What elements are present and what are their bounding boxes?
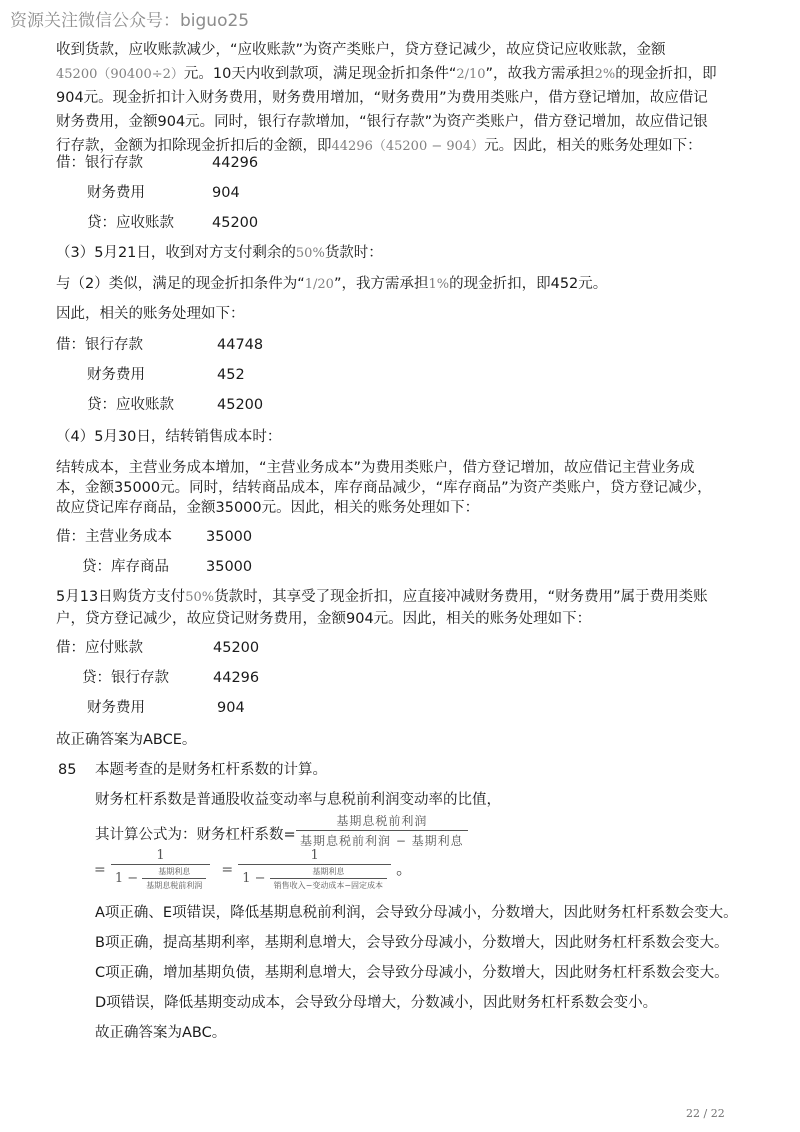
journal-entry-amount: 44296: [213, 670, 260, 686]
one-minus: 1 −: [114, 871, 139, 886]
text-span: 行存款，金额为扣除现金折扣后的金额，即: [56, 138, 332, 154]
math-expression: 2%: [594, 67, 616, 82]
text-span: 元。因此，相关的账务处理如下：: [484, 138, 702, 154]
answer-line: 故正确答案为ABC。: [95, 1025, 227, 1041]
text-span: 的现金折扣，即452元。: [449, 276, 608, 292]
paragraph-line: 904元。现金折扣计入财务费用，财务费用增加，“财务费用”为费用类账户，借方登记增加，故应借记: [56, 90, 708, 106]
paragraph-line: 本，金额35000元。同时，结转商品成本，库存商品减少，“库存商品”为资产类账户，贷方登记减少，: [56, 480, 712, 496]
paragraph-line: 收到货款，应收账款减少，“应收账款”为资产类账户，贷方登记减少，故应贷记应收账款，金额: [56, 42, 666, 58]
text-span: 与（2）类似，满足的现金折扣条件为“: [56, 276, 305, 292]
fraction-denominator: 基期息税前利润: [146, 881, 203, 890]
fraction-denominator: 基期息税前利润 − 基期利息: [300, 834, 464, 848]
math-expression: 1/20: [304, 277, 334, 292]
section-heading: （4）5月30日，结转销售成本时：: [56, 429, 282, 445]
period: 。: [396, 859, 413, 878]
journal-entry-label: 借：应付账款: [56, 640, 143, 656]
journal-entry-label: 借：银行存款: [56, 155, 143, 171]
text-span: 5月13日购货方支付: [56, 589, 186, 605]
paragraph-line: 因此，相关的账务处理如下：: [56, 306, 245, 322]
option-explanation: C项正确，增加基期负债，基期利息增大，会导致分母减小，分数增大，因此财务杠杆系数会变大。: [95, 965, 729, 981]
text-span: 元。10天内收到款项，满足现金折扣条件“: [183, 66, 457, 82]
option-explanation: D项错误，降低基期变动成本，会导致分母增大，分数减小，因此财务杠杆系数会变小。: [95, 995, 658, 1011]
journal-entry-label: 财务费用: [87, 367, 145, 383]
paragraph-line: [56, 62, 746, 87]
journal-entry-label: 贷：应收账款: [87, 215, 174, 231]
journal-entry-amount: 904: [212, 185, 240, 201]
journal-entry-amount: 45200: [212, 215, 259, 231]
option-explanation: A项正确、E项错误，降低基期息税前利润，会导致分母减小，分数增大，因此财务杠杆系数会变大。: [95, 905, 738, 921]
text-span: 货款时：: [324, 245, 383, 261]
question-number: 85: [58, 762, 77, 778]
page-number: 22 / 22: [686, 1107, 725, 1120]
option-explanation: B项正确，提高基期利率，基期利息增大，会导致分母减小，分数增大，因此财务杠杆系数会变大。: [95, 935, 729, 951]
watermark: 资源关注微信公众号：biguo25: [10, 11, 250, 31]
fraction-numerator: 1: [238, 848, 391, 865]
paragraph-line: 财务费用，金额904元。同时，银行存款增加，“银行存款”为资产类账户，借方登记增加，故应借记银: [56, 114, 708, 130]
journal-entry-amount: 35000: [206, 559, 253, 575]
question-title: 本题考查的是财务杠杆系数的计算。: [95, 762, 327, 778]
journal-entry-label: 借：主营业务成本: [56, 529, 172, 545]
equals-sign: =: [221, 862, 234, 878]
answer-line: 故正确答案为ABCE。: [56, 732, 197, 748]
fraction-numerator: 基期利息: [142, 866, 206, 879]
fraction-numerator: 基期息税前利润: [296, 812, 468, 831]
text-span: ”，故我方需承担: [485, 66, 595, 82]
journal-entry-amount: 44748: [217, 337, 264, 353]
journal-entry-amount: 452: [217, 367, 245, 383]
fraction-numerator: 1: [111, 848, 210, 865]
formula-expansion: [94, 848, 412, 891]
one-minus: 1 −: [242, 871, 266, 886]
fraction-numerator: 基期利息: [270, 866, 387, 879]
math-expression: 45200（90400÷2）: [56, 67, 184, 82]
text-span: （3）5月21日，收到对方支付剩余的: [56, 245, 296, 261]
text-span: 的现金折扣，即: [615, 66, 717, 82]
paragraph-line: 户，贷方登记减少，故应贷记财务费用，金额904元。因此，相关的账务处理如下：: [56, 611, 592, 627]
paragraph-line: [56, 272, 746, 297]
math-expression: 44296（45200 − 904）: [331, 139, 485, 154]
paragraph-line: [56, 134, 746, 159]
math-expression: 1%: [428, 277, 450, 292]
journal-entry-label: 财务费用: [87, 700, 145, 716]
math-expression: 2/10: [456, 67, 486, 82]
journal-entry-amount: 45200: [217, 397, 264, 413]
math-expression: 50%: [185, 590, 215, 605]
paragraph-line: 财务杠杆系数是普通股收益变动率与息税前利润变动率的比值，: [95, 792, 501, 808]
math-expression: 50%: [295, 246, 325, 261]
section-heading: [56, 241, 746, 266]
text-span: ”，我方需承担: [333, 276, 429, 292]
paragraph-line: 结转成本，主营业务成本增加，“主营业务成本”为费用类账户，借方登记增加，故应借记主营业务成: [56, 460, 695, 476]
journal-entry-amount: 44296: [212, 155, 259, 171]
journal-entry-label: 财务费用: [87, 185, 145, 201]
equals-sign: =: [94, 862, 106, 878]
paragraph-line: 故应贷记库存商品，金额35000元。因此，相关的账务处理如下：: [56, 500, 480, 516]
journal-entry-amount: 35000: [206, 529, 253, 545]
journal-entry-label: 贷：应收账款: [87, 397, 174, 413]
formula-fraction: [296, 812, 468, 849]
journal-entry-label: 借：银行存款: [56, 337, 143, 353]
journal-entry-label: 贷：银行存款: [82, 670, 169, 686]
journal-entry-label: 贷：库存商品: [82, 559, 169, 575]
text-span: 货款时，其享受了现金折扣，应直接冲减财务费用，“财务费用”属于费用类账: [214, 589, 708, 605]
fraction-denominator: 销售收入−变动成本−固定成本: [273, 881, 384, 890]
journal-entry-amount: 45200: [213, 640, 260, 656]
journal-entry-amount: 904: [217, 700, 245, 716]
formula-lead: 其计算公式为：财务杠杆系数=: [95, 827, 296, 843]
